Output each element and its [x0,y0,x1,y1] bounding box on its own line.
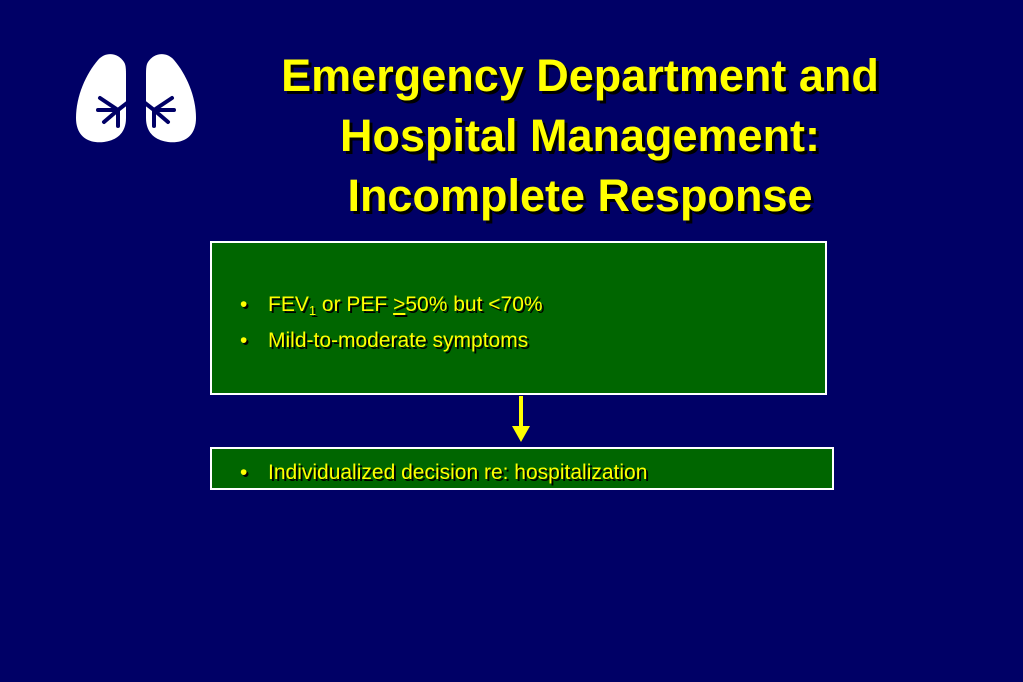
decision-list [240,458,647,488]
slide-title [210,46,950,226]
bullet: • [240,293,248,316]
assessment-list [240,290,543,356]
title-line: Hospital Management: [339,110,821,161]
list-item [240,326,543,356]
lungs-icon [74,52,198,144]
decision-text: Individualized decision re: hospitalization [268,461,648,484]
bullet: • [240,329,248,352]
list-item [240,458,647,488]
assessment-box [210,241,827,395]
greater-equal-symbol: > [393,293,406,316]
threshold-text: 50% but <70% [405,293,543,316]
title-line: Emergency Department and [281,50,879,101]
list-item [240,290,543,326]
title-line: Incomplete Response [347,170,813,221]
decision-box [210,447,834,490]
arrow-down-icon [509,396,533,444]
symptoms-text: Mild-to-moderate symptoms [268,329,529,352]
fev-subscript: 1 [308,303,317,318]
pef-text: or PEF [316,293,394,316]
bullet: • [240,461,248,484]
fev-label: FEV [268,293,309,316]
